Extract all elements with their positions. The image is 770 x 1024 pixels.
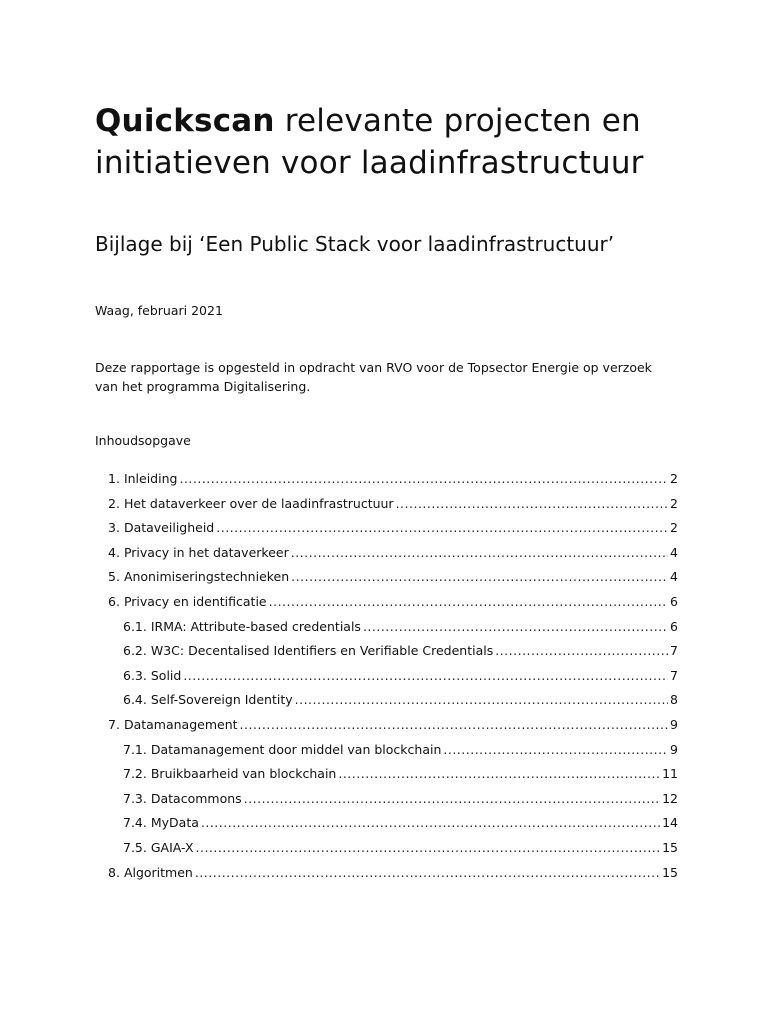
title-line-2: initiatieven voor laadinfrastructuur (95, 145, 644, 181)
toc-entry-row (108, 518, 678, 538)
toc-dot-leader (179, 469, 668, 489)
toc-entry-number: 6.1. (123, 618, 147, 634)
toc-entry-label: Bruikbaarheid van blockchain (150, 766, 337, 782)
toc-entry-page: 15 (662, 864, 678, 880)
toc-dot-leader (295, 690, 668, 710)
toc-entry-label: Datamanagement (123, 716, 238, 732)
toc-dot-leader (183, 666, 668, 686)
toc-entry-label: Inleiding (123, 471, 178, 486)
toc-dot-leader (196, 838, 661, 858)
toc-entry[interactable] (0, 813, 770, 838)
toc-dot-leader (291, 567, 668, 587)
toc-entry-page: 7 (670, 667, 678, 683)
toc-entry-number: 6.2. (123, 643, 147, 659)
toc-entry-label: Het dataverkeer over de laadinfrastructuur (123, 495, 394, 511)
toc-entry-label: W3C: Decentalised Identifiers en Verifiable Credentials (150, 643, 494, 659)
toc-entry-number: 6. (108, 593, 120, 609)
toc-entry[interactable] (0, 543, 770, 568)
toc-dot-leader (291, 543, 668, 563)
toc-entry-row (123, 641, 678, 661)
toc-entry-page: 6 (670, 618, 678, 634)
toc-entry-page: 11 (662, 766, 678, 782)
toc-entry-number: 5. (108, 569, 120, 585)
toc-entry[interactable] (0, 494, 770, 519)
toc-entry-number: 2. (108, 495, 120, 511)
toc-entry[interactable] (0, 592, 770, 617)
toc-entry-number: 6.4. (123, 692, 147, 708)
toc-dot-leader (443, 740, 668, 760)
toc-entry-page: 12 (662, 790, 678, 806)
toc-entry[interactable] (0, 641, 770, 666)
toc-entry-row (108, 494, 678, 514)
toc-entry-row (123, 666, 678, 686)
toc-entry-row (123, 789, 678, 809)
toc-entry-number: 7.3. (123, 790, 147, 806)
document-title (95, 100, 715, 184)
toc-entry-page: 9 (670, 741, 678, 757)
toc-entry-label: Datamanagement door middel van blockchain (150, 741, 442, 757)
toc-dot-leader (195, 863, 660, 883)
toc-dot-leader (216, 518, 668, 538)
toc-entry-label: GAIA-X (150, 839, 194, 855)
toc-entry-row (123, 813, 678, 833)
toc-entry-page: 2 (670, 495, 678, 511)
toc-entry-page: 8 (670, 692, 678, 708)
toc-entry-number: 7.5. (123, 839, 147, 855)
toc-entry[interactable] (0, 715, 770, 740)
toc-entry-label: IRMA: Attribute-based credentials (150, 618, 361, 634)
toc-entry-label: Anonimiseringstechnieken (123, 569, 290, 585)
toc-entry-page: 7 (670, 643, 678, 659)
toc-entry-page: 2 (670, 520, 678, 536)
toc-entry-number: 4. (108, 544, 120, 560)
toc-dot-leader (363, 617, 668, 637)
toc-dot-leader (338, 764, 660, 784)
table-of-contents (0, 469, 770, 887)
toc-entry-number: 7. (108, 716, 120, 732)
toc-dot-leader (269, 592, 668, 612)
toc-entry-label: Privacy in het dataverkeer (123, 544, 289, 560)
toc-entry-page: 2 (670, 471, 678, 486)
dateline: Waag, februari 2021 (95, 303, 223, 318)
toc-entry-row (123, 764, 678, 784)
toc-entry[interactable] (0, 863, 770, 888)
toc-dot-leader (244, 789, 660, 809)
toc-entry-label: MyData (150, 815, 199, 831)
toc-entry-row (108, 567, 678, 587)
toc-entry-label: Solid (150, 667, 182, 683)
toc-entry[interactable] (0, 617, 770, 642)
toc-entry-row (108, 715, 678, 735)
toc-heading: Inhoudsopgave (95, 433, 191, 448)
toc-entry-row (123, 690, 678, 710)
toc-entry-row (123, 617, 678, 637)
toc-entry-row (123, 838, 678, 858)
toc-entry-row (123, 740, 678, 760)
toc-entry[interactable] (0, 764, 770, 789)
toc-entry-page: 4 (670, 544, 678, 560)
title-line-1-rest: relevante projecten en (274, 103, 641, 139)
toc-entry-label: Privacy en identificatie (123, 593, 267, 609)
toc-entry-row (108, 543, 678, 563)
toc-entry-label: Dataveiligheid (123, 520, 215, 536)
toc-dot-leader (396, 494, 668, 514)
toc-entry[interactable] (0, 789, 770, 814)
toc-entry-page: 4 (670, 569, 678, 585)
toc-entry[interactable] (0, 518, 770, 543)
toc-entry[interactable] (0, 666, 770, 691)
toc-entry[interactable] (0, 690, 770, 715)
toc-entry-number: 8. (108, 864, 120, 880)
toc-entry-label: Datacommons (150, 790, 242, 806)
toc-entry-page: 9 (670, 716, 678, 732)
title-bold-word: Quickscan (95, 103, 275, 139)
toc-entry-number: 1. (108, 471, 120, 486)
document-subtitle: Bijlage bij ‘Een Public Stack voor laadinfrastructuur’ (95, 232, 615, 256)
toc-entry-page: 14 (662, 815, 678, 831)
toc-entry[interactable] (0, 469, 770, 494)
toc-dot-leader (201, 813, 660, 833)
toc-entry-row (108, 863, 678, 883)
toc-entry-row (108, 592, 678, 612)
intro-paragraph: Deze rapportage is opgesteld in opdracht van RVO voor de Topsector Energie op verzoek van het programma Digitalisering. (95, 360, 652, 394)
toc-entry-page: 15 (662, 839, 678, 855)
toc-entry[interactable] (0, 740, 770, 765)
toc-entry-label: Self-Sovereign Identity (150, 692, 293, 708)
toc-entry-page: 6 (670, 593, 678, 609)
toc-entry-number: 7.1. (123, 741, 147, 757)
toc-dot-leader (495, 641, 668, 661)
toc-entry-number: 3. (108, 520, 120, 536)
toc-entry[interactable] (0, 838, 770, 863)
toc-entry-label: Algoritmen (123, 864, 193, 880)
toc-entry-number: 7.4. (123, 815, 147, 831)
toc-entry-row (108, 469, 678, 489)
toc-entry-number: 7.2. (123, 766, 147, 782)
toc-entry[interactable] (0, 567, 770, 592)
toc-entry-number: 6.3. (123, 667, 147, 683)
toc-dot-leader (240, 715, 669, 735)
